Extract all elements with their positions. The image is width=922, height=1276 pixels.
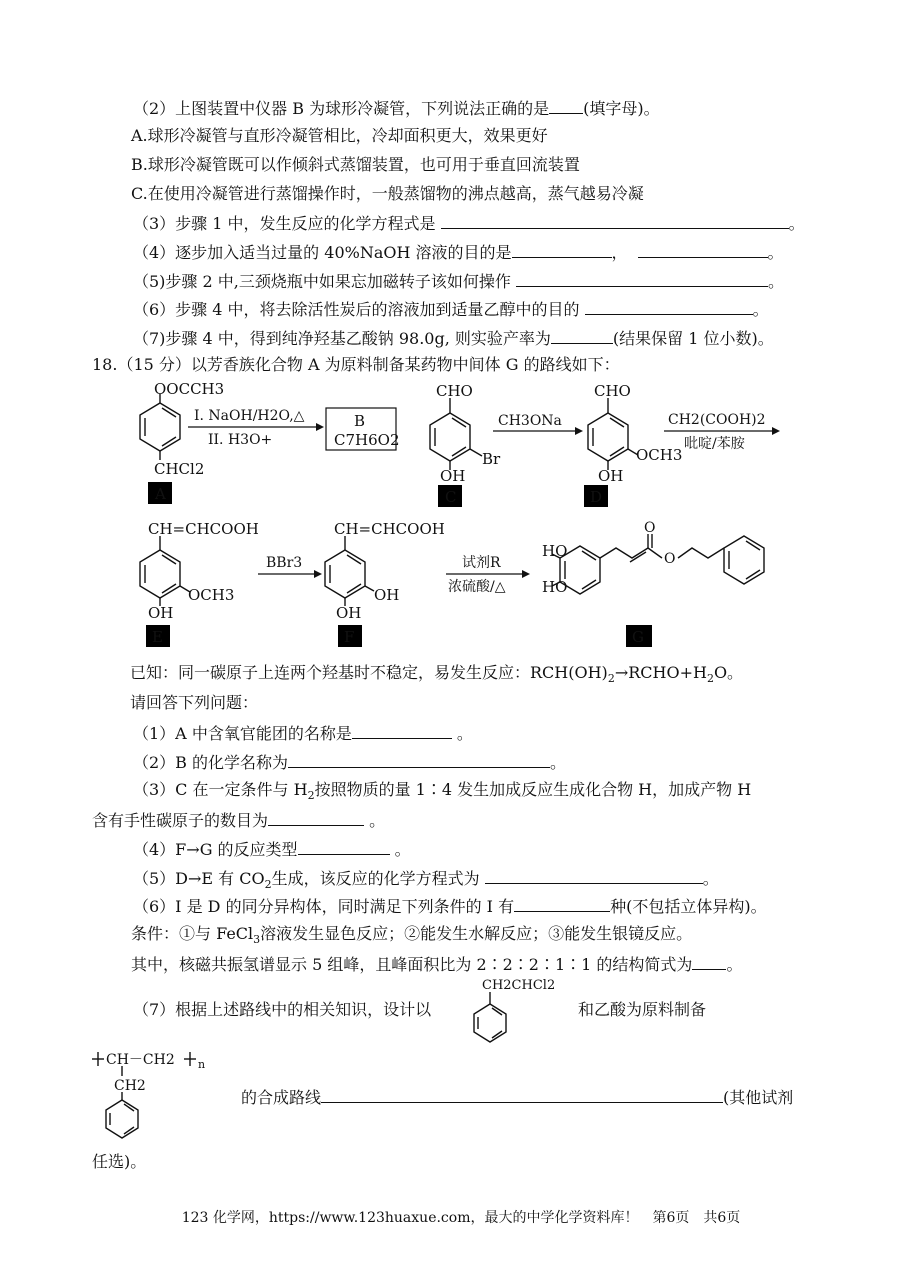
q18-sub-1: （1）A 中含氧官能团的名称是 。 — [133, 724, 473, 743]
c-cho-label: CHO — [436, 382, 473, 400]
answer-blank — [516, 270, 768, 287]
f-oh-label: OH — [336, 604, 362, 622]
answer-blank — [441, 212, 789, 229]
q18-sub-7-e: 任选)。 — [92, 1152, 147, 1171]
q17-line-4: （4）逐步加入适当过量的 40%NaOH 溶液的目的是 ， 。 — [133, 243, 784, 262]
q18-sub-3: （3）C 在一定条件与 $H_2$按照物质的量 1∶4 发生加成反应生成化合物 H，加成产物 H — [133, 780, 752, 803]
answer-prompt: 请回答下列问题： — [130, 693, 259, 712]
polymer-n: n — [198, 1058, 206, 1071]
q17-line-7: （7)步骤 4 中，得到纯净羟基乙酸钠 98.0g, 则实验产率为 (结果保留 1 位小数)。 — [133, 329, 774, 348]
polymer-backbone: CH－CH2 — [106, 1052, 175, 1068]
arrow-4-conditions: BBr3 — [266, 555, 303, 571]
d-oh-label: OH — [598, 467, 624, 485]
q17-line-5: （5)步骤 2 中,三颈烧瓶中如果忘加磁转子该如何操作 。 — [133, 272, 784, 291]
q18-sub-6: （6）I 是 D 的同分异构体，同时满足下列条件的 I 有 种(不包括立体异构)。 — [133, 897, 767, 916]
q17-line-2: （2）上图装置中仪器 B 为球形冷凝管，下列说法正确的是 (填字母)。 — [133, 99, 660, 118]
g-ester-o: O — [664, 551, 676, 567]
e-acid-label: CH=CHCOOH — [148, 520, 259, 538]
q18-sub-7-c: 的合成路线 (其他试剂 — [241, 1088, 794, 1107]
arrow-2-conditions: CH3ONa — [498, 413, 562, 429]
label-E: E — [152, 628, 163, 646]
compound-G-structure — [552, 534, 764, 647]
target-polymer-structure — [92, 1046, 212, 1142]
a-oacyl-label: OOCCH3 — [154, 380, 225, 398]
g-carbonyl-o: O — [644, 520, 656, 536]
polymer-ch2: CH2 — [114, 1078, 146, 1094]
g-ho-label-2: HO — [542, 578, 568, 596]
b-formula: C7H6O2 — [334, 431, 400, 449]
q17-line-3: （3）步骤 1 中，发生反应的化学方程式是 。 — [133, 214, 805, 233]
q18-title: 18.（15 分）以芳香族化合物 A 为原料制备某药物中间体 G 的路线如下： — [92, 355, 620, 374]
q17-line-6: （6）步骤 4 中，将去除活性炭后的溶液加到适量乙醇中的目的 。 — [133, 300, 769, 319]
page-footer: 123 化学网，https://www.123huaxue.com，最大的中学化学资料库！ 第6页 共6页 — [181, 1210, 741, 1226]
q17-option-a: A.球形冷凝管与直形冷凝管相比，冷却面积更大，效果更好 — [131, 126, 548, 145]
a-chcl2-label: CHCl2 — [154, 460, 205, 478]
label-F: F — [344, 628, 355, 646]
answer-blank — [638, 241, 768, 258]
q18-conditions: 条件：①与 FeCl$_3$溶液发生显色反应；②能发生水解反应；③能发生银镜反应。 — [131, 924, 693, 947]
answer-blank — [352, 722, 452, 739]
label-D: D — [590, 488, 603, 506]
label-B: B — [354, 412, 366, 430]
f-oh2-label: OH — [374, 586, 400, 604]
q18-sub-7-b: 和乙酸为原料制备 — [578, 1000, 707, 1019]
q17-option-b: B.球形冷凝管既可以作倾斜式蒸馏装置，也可用于垂直回流装置 — [131, 155, 580, 174]
q18-sub-5: （5）D→E 有 $CO_2$生成，该反应的化学方程式为 。 — [133, 869, 719, 892]
q17-option-c: C.在使用冷凝管进行蒸馏操作时，一般蒸馏物的沸点越高，蒸气越易冷凝 — [131, 184, 644, 203]
arrow-5-conditions-bottom: 浓硫酸/△ — [448, 579, 506, 595]
answer-blank — [512, 241, 612, 258]
answer-blank — [288, 751, 550, 768]
d-och3-label: OCH3 — [636, 446, 683, 464]
q18-sub-7: （7）根据上述路线中的相关知识，设计以 — [133, 1000, 432, 1019]
q18-nmr: 其中，核磁共振氢谱显示 5 组峰，且峰面积比为 2∶2∶2∶1∶1 的结构简式为 。 — [131, 955, 743, 974]
arrow-3-conditions-top: CH2(COOH)2 — [668, 412, 766, 428]
answer-blank — [514, 895, 610, 912]
reaction-scheme-row-2 — [130, 518, 790, 650]
g-ho-label-1: HO — [542, 542, 568, 560]
label-A: A — [155, 485, 166, 503]
q18-sub-3-cont: 含有手性碳原子的数目为 。 — [92, 811, 386, 830]
answer-blank — [485, 867, 703, 884]
answer-blank — [585, 298, 753, 315]
arrow-1-conditions-bottom: II. H3O+ — [208, 432, 273, 448]
answer-blank — [321, 1086, 723, 1103]
starting-material-structure — [466, 974, 566, 1046]
arrow-3-conditions-bottom: 吡啶/苯胺 — [684, 436, 745, 452]
arrow-1-conditions-top: I. NaOH/H2O,△ — [194, 408, 305, 424]
arrow-5-conditions-top: 试剂R — [462, 555, 501, 571]
answer-blank — [549, 97, 583, 114]
e-oh-label: OH — [148, 604, 174, 622]
compound-E-structure — [140, 536, 190, 647]
answer-blank — [692, 953, 726, 970]
answer-blank — [268, 809, 364, 826]
answer-blank — [551, 327, 613, 344]
label-C: C — [445, 488, 457, 506]
q18-sub-4: （4）F→G 的反应类型 。 — [133, 840, 411, 859]
f-acid-label: CH=CHCOOH — [334, 520, 445, 538]
reaction-scheme-row-1 — [90, 378, 810, 513]
c-br-label: Br — [482, 450, 501, 468]
c-oh-label: OH — [440, 467, 466, 485]
q18-sub-2: （2）B 的化学名称为 。 — [133, 753, 567, 772]
e-och3-label: OCH3 — [188, 586, 235, 604]
label-G: G — [632, 628, 644, 646]
answer-blank — [298, 838, 390, 855]
known-condition: 已知：同一碳原子上连两个羟基时不稳定，易发生反应：$RCH(OH)_2\to RCHO+H_2O$。 — [130, 663, 744, 686]
ch2chcl2-label: CH2CHCl2 — [482, 978, 556, 993]
d-cho-label: CHO — [594, 382, 631, 400]
